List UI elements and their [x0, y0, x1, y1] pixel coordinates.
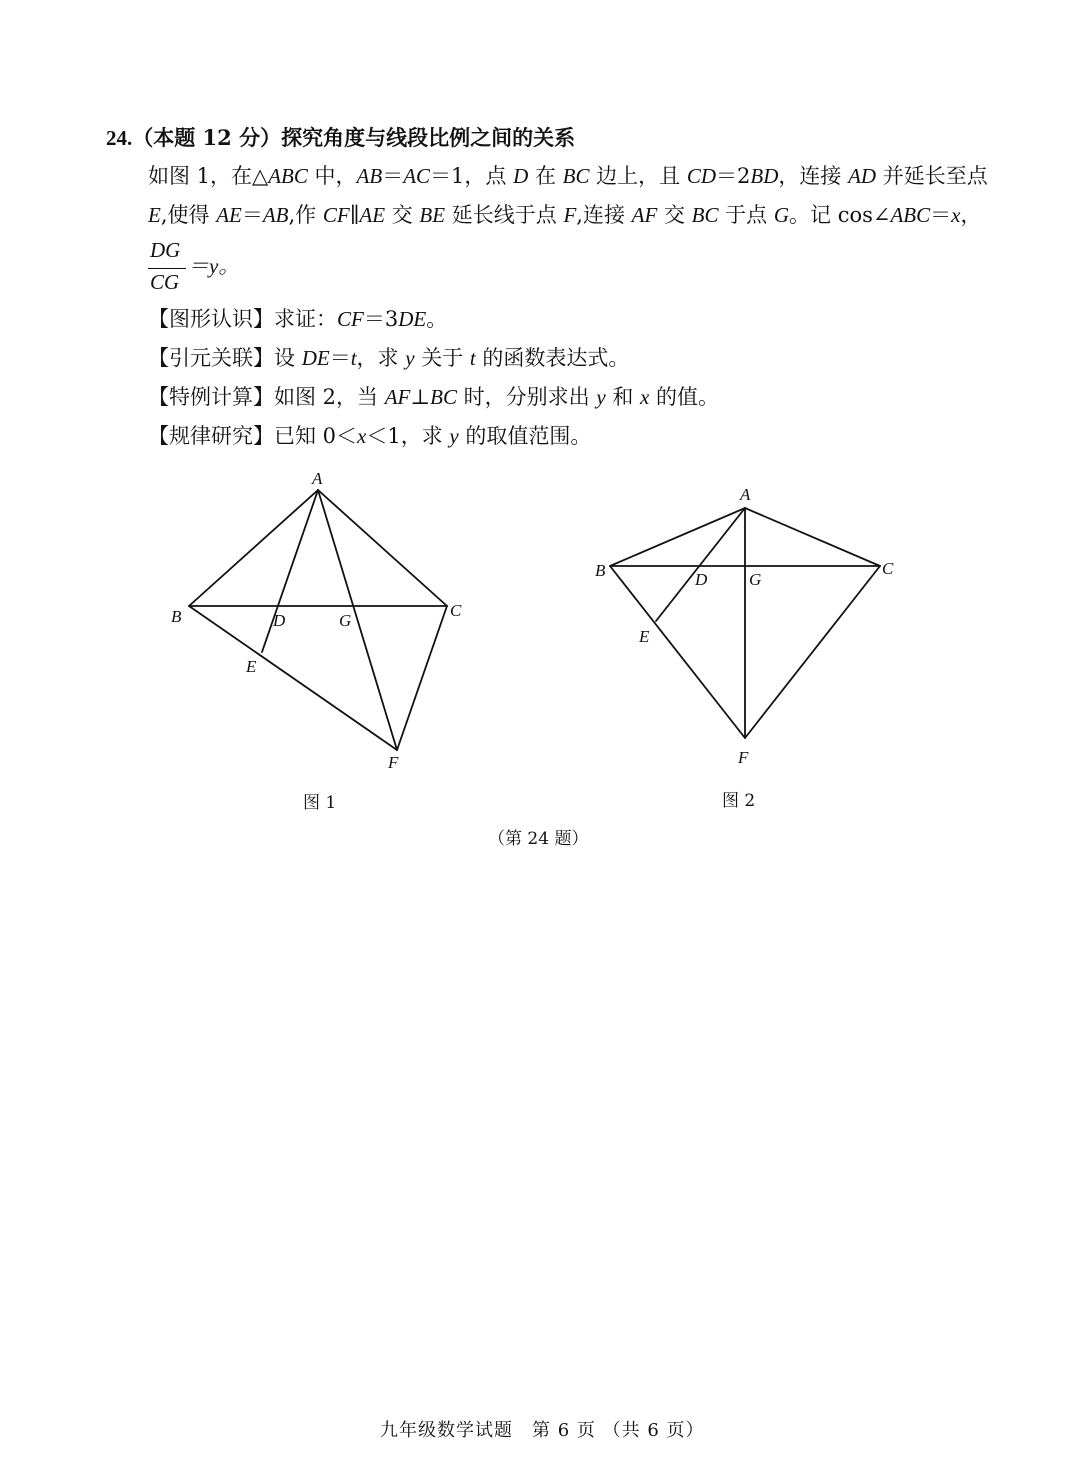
figure-1 [189, 490, 447, 750]
question-score: （本题 12 分） [132, 125, 282, 150]
math-var: CF [322, 203, 350, 227]
text-segment: 在 [528, 164, 563, 188]
fraction-numerator: DG [150, 238, 181, 262]
math-var: BC [430, 385, 457, 409]
text-segment: 如图 2，当 [274, 385, 385, 409]
math-var: AE [216, 203, 242, 227]
math-var: BC [562, 164, 590, 188]
part-tag: 【特例计算】 [148, 385, 274, 409]
figure-2-caption: 图 2 [722, 791, 756, 811]
text-segment: ,作 [288, 203, 323, 227]
fig1-label-f: F [388, 753, 399, 772]
segment-af [318, 490, 397, 750]
math-var: ABC [268, 164, 308, 188]
page-footer: 九年级数学试题 第 6 页 （共 6 页） [380, 1420, 705, 1441]
text-segment: 边上，且 [589, 164, 687, 188]
text-segment: 的值。 [649, 385, 720, 409]
text-segment: 设 [274, 346, 302, 370]
question-number: 24. [106, 126, 133, 150]
math-var: AF [384, 385, 411, 409]
fig2-label-b: B [595, 561, 606, 580]
math-var: AE [359, 203, 386, 227]
text-segment: 交 [385, 203, 420, 227]
fig1-label-b: B [171, 607, 182, 626]
fraction-denominator: CG [150, 270, 180, 294]
text-segment: ＝ [930, 203, 952, 227]
math-var: AD [848, 164, 877, 188]
fig1-label-d: D [273, 611, 286, 630]
part-tag: 【图形认识】 [148, 307, 274, 331]
fig2-label-d: D [695, 570, 708, 589]
text-segment: ＝ [329, 346, 351, 370]
math-var: DE [398, 307, 427, 331]
segment-cf [745, 566, 880, 738]
segment-bf [189, 606, 397, 750]
fig2-label-f: F [738, 748, 749, 767]
text-segment: 于点 [718, 203, 774, 227]
math-var: t [469, 346, 476, 370]
text-segment: 。记 cos∠ [789, 203, 891, 227]
text-segment: ＝2 [716, 164, 751, 188]
math-var: AC [403, 164, 431, 188]
fig1-label-c: C [450, 601, 462, 620]
math-var: y [596, 385, 606, 409]
question-title: 探究角度与线段比例之间的关系 [281, 125, 576, 150]
segment-ae [656, 508, 745, 621]
text-segment: 和 [605, 385, 641, 409]
segment-cf [397, 606, 447, 750]
segment-bf [610, 566, 745, 738]
text-segment: ＝ [241, 203, 263, 227]
math-var: BD [750, 164, 779, 188]
math-var: x [357, 424, 367, 448]
text-segment: 交 [657, 203, 692, 227]
text-segment: ⊥ [410, 385, 431, 409]
math-var: G [773, 203, 790, 227]
fig1-label-a: A [312, 469, 323, 488]
figure-group-caption: （第 24 题） [488, 829, 589, 849]
math-var: CD [686, 164, 717, 188]
math-var: DE [301, 346, 330, 370]
text-segment: 中， [307, 164, 357, 188]
math-var: x [640, 385, 650, 409]
text-segment: ，求 [356, 346, 406, 370]
math-var: BC [691, 203, 719, 227]
part-tag: 【规律研究】 [148, 424, 274, 448]
fig1-label-g: G [339, 611, 352, 630]
text-segment: ＝ [382, 164, 404, 188]
fig2-label-c: C [882, 559, 894, 578]
math-var: y [405, 346, 415, 370]
fig2-label-g: G [749, 570, 762, 589]
math-var: CF [337, 307, 364, 331]
text-segment: ＝1，点 [430, 164, 514, 188]
math-var: x [951, 203, 961, 227]
figure-1-labels [171, 469, 462, 772]
text-segment: 如图 1，在△ [148, 164, 269, 188]
segment-ab [610, 508, 745, 566]
text-segment: 已知 0＜ [274, 424, 358, 448]
text-segment: ＝3 [363, 307, 399, 331]
text-segment: 时，分别求出 [456, 385, 597, 409]
part-tag: 【引元关联】 [148, 346, 274, 370]
text-segment: ， [960, 203, 982, 227]
text-segment: ∥ [349, 203, 360, 227]
text-segment: 的函数表达式。 [475, 346, 630, 370]
math-var: F [563, 203, 577, 227]
figure-1-caption: 图 1 [303, 793, 337, 813]
text-segment: 求证： [274, 307, 337, 331]
text-segment: 的取值范围。 [458, 424, 592, 448]
text-segment: ＜1，求 [366, 424, 450, 448]
math-var: AB [262, 203, 289, 227]
math-var: AF [631, 203, 658, 227]
fig2-label-a: A [740, 485, 751, 504]
math-var: BE [419, 203, 446, 227]
text-segment: ,连接 [576, 203, 632, 227]
segment-ac [318, 490, 447, 606]
math-var: ABC [890, 203, 931, 227]
text-segment: 延长线于点 [445, 203, 564, 227]
math-var: y [449, 424, 459, 448]
text-segment: 关于 [414, 346, 470, 370]
math-var: t [350, 346, 357, 370]
math-var: D [513, 164, 529, 188]
fig2-label-e: E [639, 627, 650, 646]
text-segment: 并延长至点 [876, 164, 988, 188]
segment-ac [745, 508, 880, 566]
text-segment: ,使得 [160, 203, 217, 227]
fraction-rhs-text: ＝y。 [188, 254, 240, 278]
math-var: AB [356, 164, 383, 188]
text-segment: 。 [426, 307, 448, 331]
text-segment: ，连接 [778, 164, 849, 188]
math-var: E [148, 203, 161, 227]
figure-2 [610, 508, 880, 738]
fig1-label-e: E [246, 657, 257, 676]
